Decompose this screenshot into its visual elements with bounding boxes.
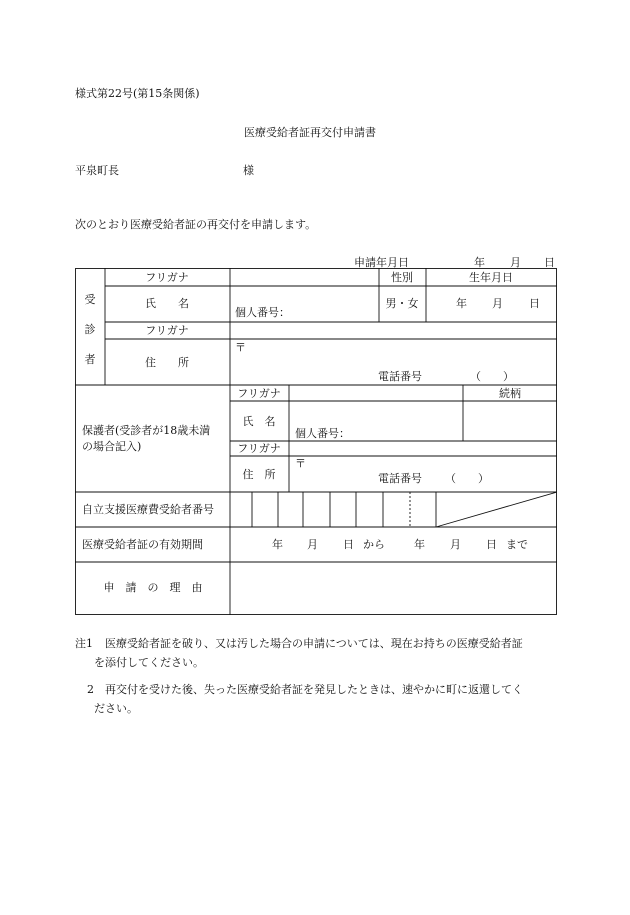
patient-phone-paren: （ ） [470, 370, 514, 383]
application-date-label: 申請年月日 [354, 256, 409, 269]
validity-to-day: 日 [486, 538, 497, 551]
support-number-label: 自立支援医療費受給者番号 [82, 503, 214, 516]
birth-day: 日 [529, 297, 540, 310]
form-grid-lines [75, 268, 557, 615]
gender-value: 男・女 [385, 297, 419, 310]
patient-group-char-2: 診 [84, 323, 96, 336]
date-month: 月 [510, 256, 521, 269]
date-year: 年 [474, 256, 485, 269]
application-form-table [75, 268, 557, 615]
patient-name-label: 氏 名 [145, 297, 189, 310]
note-1-line-2: を添付してください。 [94, 656, 204, 669]
note-2-line-1: 再交付を受けた後、失った医療受給者証を発見したときは、速やかに町に返還してく [105, 683, 523, 696]
birth-year: 年 [456, 297, 467, 310]
validity-to-year: 年 [414, 538, 425, 551]
patient-individual-number-label: 個人番号： [235, 306, 290, 319]
patient-postal-mark: 〒 [235, 341, 246, 354]
validity-from-day: 日 [343, 538, 354, 551]
validity-to-word: まで [506, 538, 528, 551]
guardian-label-line-1: 保護者(受診者が18歳未満 [82, 424, 211, 437]
guardian-relation-label: 続柄 [499, 387, 521, 400]
patient-group-char-1: 受 [84, 293, 96, 306]
validity-from-month: 月 [307, 538, 318, 551]
validity-to-month: 月 [450, 538, 461, 551]
guardian-furigana-label: フリガナ [237, 387, 281, 400]
gender-header: 性別 [391, 271, 413, 284]
patient-furigana-label: フリガナ [145, 271, 189, 284]
date-day: 日 [544, 256, 555, 269]
guardian-postal-mark: 〒 [295, 457, 306, 470]
note-1-number: 注1 [75, 637, 93, 650]
patient-furigana-label-2: フリガナ [145, 324, 189, 337]
guardian-phone-paren: （ ） [445, 472, 489, 485]
birth-month: 月 [492, 297, 503, 310]
birth-date-header: 生年月日 [469, 271, 513, 284]
note-2-number: 2 [87, 683, 94, 696]
note-1-line-1: 医療受給者証を破り、又は汚した場合の申請については、現在お持ちの医療受給者証 [105, 637, 523, 650]
intro-text: 次のとおり医療受給者証の再交付を申請します。 [75, 218, 317, 231]
guardian-label-line-2: の場合記入) [82, 440, 142, 453]
patient-phone-label: 電話番号 [378, 370, 422, 383]
guardian-individual-number-label: 個人番号： [295, 427, 350, 440]
honorific: 様 [243, 164, 254, 177]
validity-label: 医療受給者証の有効期間 [82, 538, 203, 551]
note-2-line-2: ださい。 [94, 702, 138, 715]
reason-label: 申 請 の 理 由 [103, 581, 203, 594]
form-number: 様式第22号(第15条関係) [75, 87, 200, 100]
guardian-address-label: 住 所 [242, 468, 276, 481]
patient-address-label: 住 所 [145, 356, 189, 369]
validity-from-year: 年 [272, 538, 283, 551]
recipient: 平泉町長 [75, 164, 119, 177]
guardian-phone-label: 電話番号 [378, 472, 422, 485]
validity-from-word: から [363, 538, 385, 551]
form-title: 医療受給者証再交付申請書 [244, 126, 376, 139]
guardian-furigana-label-2: フリガナ [237, 442, 281, 455]
guardian-name-label: 氏 名 [242, 415, 276, 428]
patient-group-char-3: 者 [84, 353, 96, 366]
